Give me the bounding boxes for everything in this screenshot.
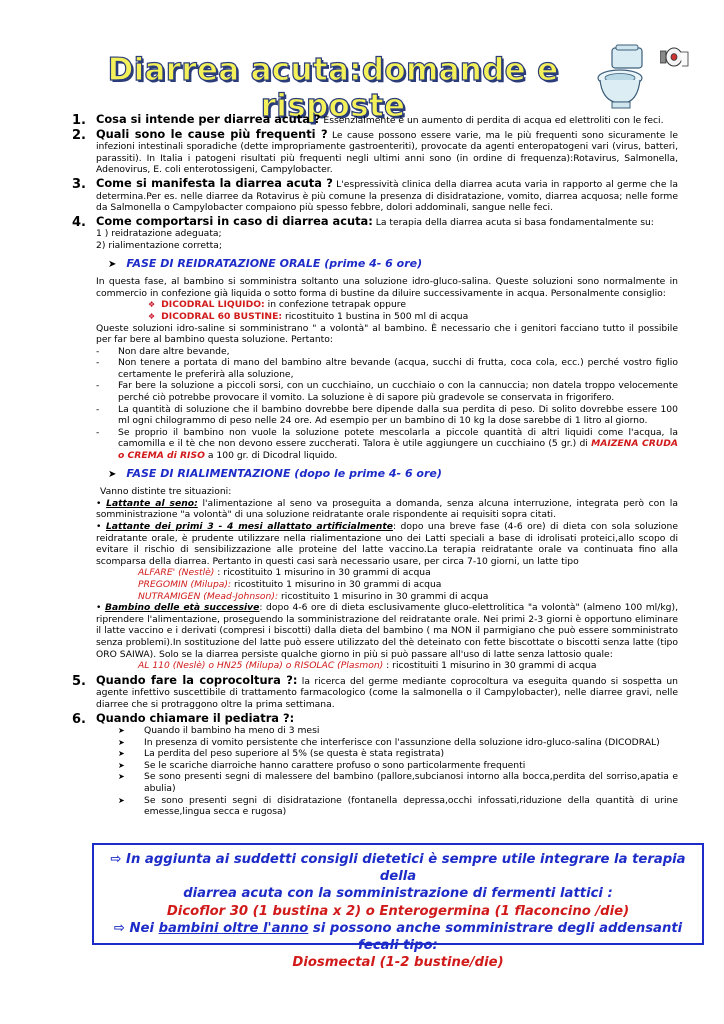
list-item-text: Se le scariche diarroiche hanno carattere profuso o sono particolarmente frequenti: [144, 759, 526, 771]
list-item-text: Se sono presenti segni di disidratazione (fontanella depressa,occhi infossati,riduzione della quantità di urine emesse,lingua secca e rugosa): [144, 794, 678, 818]
question-text: Cosa si intende per diarrea acuta ?: [96, 112, 321, 126]
list-item: 2) rialimentazione corretta;: [96, 239, 222, 251]
phase-heading-rialimentazione: [108, 468, 678, 481]
milk-item: [138, 660, 678, 672]
phase-paragraph: Queste soluzioni idro-saline si somministrano " a volontà" al bambino. È necessario che i genitori facciano tutto il possibile per far bere al bambino questa soluzione. Pertanto:: [96, 322, 678, 346]
question-text: Come si manifesta la diarrea acuta ?: [96, 175, 333, 190]
situation-item: • Bambino delle età successive: dopo 4-6 ore di dieta esclusivamente gluco-elettrolitica "a volontà" (almeno 100 ml/kg), riprendere l'alimentazione, proseguendo la somministrazione del reidratante orale. Nei primi 2-3 giorni è opportuno eliminare il latte vaccino e i derivati (compresi i biscotti) dalla dieta del bambino ( ma NON il parmigiano che può essere somministrato senza problemi).In sostituzione del latte può essere utilizzato del thè deteinato con fette biscottate o biscotti senza latte (tipo ORO SAIWA). Solo se la diarrea persiste qualche giorno in più si può passare all'uso di latte senza lattosio quale:: [96, 602, 678, 660]
arrow-bullet-icon: ➤: [118, 737, 125, 747]
situation-text: : dopo una breve fase (4-6 ore) di dieta con sola soluzione reidratante orale, è prudente utilizzare nella rialimentazione uno dei Latti speciali a base di idrolisati proteici,allo scopo di evitare il rischio di sensibilizzazione alle proteine del latte vaccino.La terapia reidratante orale va continuata fino alla scomparsa della diarrea. Pertanto in questi casi sarà necessario usare, per circa 7-10 giorni, un latte tipo: [96, 521, 678, 567]
list-item: - Far bere la soluzione a piccoli sorsi, con un cucchiaino, un cucchiaio o con la cannuccia; non datela troppo velocemente perché ciò potrebbe provocare il vomito. La soluzione è di sapore più gradevole se conservata in frigorifero.: [96, 380, 678, 403]
product-name: Dicoflor 30: [166, 903, 249, 919]
advice-line: [94, 851, 702, 885]
list-item-text: Quando il bambino ha meno di 3 mesi: [144, 725, 320, 737]
list-item: 1 ) reidratazione adeguata;: [96, 228, 222, 240]
milk-name: ALFARE' (Nestlè): [138, 567, 215, 579]
product-item: [148, 299, 678, 311]
milk-name: NUTRAMIGEN (Mead-Johnson):: [138, 590, 279, 602]
milk-item: [138, 591, 678, 603]
question-3: [58, 175, 678, 214]
advice-line-text: In aggiunta ai suddetti consigli dietetici è sempre utile integrare la terapia della: [126, 852, 686, 885]
advice-line-text: si possono anche somministrare degli addensanti fecali tipo:: [308, 920, 683, 954]
question-number: 5.: [72, 673, 86, 689]
list-item: [108, 737, 678, 749]
heading-text: FASE DI RIALIMENTAZIONE (dopo le prime 4- 6 ore): [126, 466, 442, 480]
advice-line: [94, 903, 702, 920]
question-text: Quali sono le cause più frequenti ?: [96, 126, 328, 141]
list-item-text: La perdita del peso superiore al 5% (se questa è stata registrata): [144, 748, 445, 760]
question-number: 4.: [72, 214, 86, 230]
situation-item: • Lattante dei primi 3 - 4 mesi allattato artificialmente: dopo una breve fase (4-6 ore) di dieta con sola soluzione reidratante orale, è prudente utilizzare nella rialimentazione uno dei Latti speciali a base di idrolisati proteici,allo scopo di evitare il rischio di sensibilizzazione alle proteine del latte vaccino.La terapia reidratante orale va continuata fino alla scomparsa della diarrea. Pertanto in questi casi sarà necessario usare, per circa 7-10 giorni, un latte tipo: [96, 521, 678, 567]
situation-label: Lattante al seno:: [106, 497, 198, 509]
question-number: 6.: [72, 711, 86, 727]
question-4: [58, 213, 678, 252]
product-name: Diosmectal: [292, 955, 375, 971]
product-text: ricostituito 1 bustina in 500 ml di acqua: [282, 310, 469, 322]
toilet-paper-icon: [660, 46, 690, 68]
question-5: [58, 672, 678, 711]
advice-line: [94, 920, 702, 954]
milk-text: : ricostituito 1 misurino in 30 grammi di acqua: [214, 567, 431, 579]
arrow-bullet-icon: ➤: [118, 749, 125, 759]
document-body: [58, 112, 678, 818]
question-text: Quando fare la coprocoltura ?:: [96, 672, 298, 687]
product-name: Enterogermina: [379, 903, 491, 919]
heading-text: FASE DI REIDRATAZIONE ORALE (prime 4- 6 ore): [126, 256, 423, 270]
situation-label: Lattante dei primi 3 - 4 mesi allattato artificialmente: [105, 521, 393, 532]
milk-name: AL 110 (Neslè) o HN25 (Milupa) o RISOLAC (Plasmon): [138, 660, 384, 672]
arrow-bullet-icon: ➤: [118, 760, 125, 770]
list-item-text: In presenza di vomito persistente che interferisce con l'assunzione della soluzione idro-gluco-salina (DICODRAL): [144, 736, 660, 748]
phase-heading-reidratazione: [108, 258, 678, 271]
advice-box: [92, 843, 704, 971]
list-item: - La quantità di soluzione che il bambino dovrebbe bere dipende dalla sua perdita di peso. Di solito dovrebbe essere 100 ml ogni chilogrammo di peso nelle 24 ore. Ad esempio per un bambino di 10 kg la dose sarebbe di 1 litro al giorno.: [96, 404, 678, 427]
list-item-text: Se sono presenti segni di malessere del bambino (pallore,subcianosi intorno alla bocca,perdita del sorriso,apatia e abulia): [144, 771, 678, 795]
page-title: Diarrea acuta:domande e risposte: [107, 52, 559, 124]
diamond-bullet-icon: ❖: [148, 311, 156, 321]
list-item: [108, 725, 678, 737]
advice-line-text: Nei: [124, 920, 159, 936]
diamond-bullet-icon: ❖: [148, 300, 156, 310]
milk-name: PREGOMIN (Milupa):: [138, 578, 232, 590]
milk-text: : ricostituiti 1 misurino in 30 grammi di acqua: [383, 660, 597, 672]
milk-text: ricostituito 1 misurino in 30 grammi di acqua: [278, 590, 489, 602]
answer-text: L'espressività clinica della diarrea acuta varia in rapporto al germe che la determina.Per es. nelle diarree da Rotavirus è più comune la presenza di disidratazione, vomito, diarrea acquosa; nelle forme da Salmonella o Campylobacter compaiono più spesso febbre, dolori addominali, sangue nelle feci.: [96, 178, 678, 214]
arrow-bullet-icon: ➤: [118, 795, 125, 805]
list-item: [96, 427, 678, 462]
question-text: Come comportarsi in caso di diarrea acuta:: [96, 213, 373, 228]
highlight-text: MAIZENA CRUDA o CREMA di RISO: [118, 438, 678, 462]
question-number: 1.: [72, 113, 86, 128]
phase-intro: Vanno distinte tre situazioni:: [100, 486, 232, 498]
arrow-right-icon: ⇨: [113, 920, 125, 936]
question-number: 2.: [72, 127, 86, 143]
advice-line-text: (1 bustina x 2) o: [248, 903, 380, 919]
list-item: [108, 771, 678, 794]
product-text: in confezione tetrapak oppure: [264, 299, 407, 311]
list-item-text: a 100 gr. di Dicodral liquido.: [204, 450, 338, 462]
advice-text: [94, 851, 702, 971]
product-name: DICODRAL LIQUIDO:: [161, 299, 265, 311]
situation-label: Bambino delle età successive: [104, 602, 260, 614]
product-name: DICODRAL 60 BUSTINE:: [161, 310, 283, 322]
list-item-text: Se proprio il bambino non vuole la soluzione potete mescolarla a piccole quantità di altri liquidi come l'acqua, la camomilla e il tè che non devono essere zuccherati. Talora è utile aggiungere un cucchiaino (5 gr.) di: [118, 426, 678, 450]
arrow-bullet-icon: ➤: [108, 468, 117, 480]
advice-line: [94, 954, 702, 971]
milk-text: ricostituito 1 misurino in 30 grammi di acqua: [231, 578, 442, 590]
answer-text: La terapia della diarrea acuta si basa fondamentalmente su:: [372, 216, 654, 228]
situation-item: • Lattante al seno: l'alimentazione al seno va proseguita a domanda, senza alcuna interruzione, integrata però con la somministrazione "a volontà" di una soluzione reidratante orale rispondente ai requisiti sopra citati.: [96, 497, 678, 521]
milk-item: [138, 567, 678, 579]
situation-text: : dopo 4-6 ore di dieta esclusivamente gluco-elettrolitica "a volontà" (almeno 100 ml/kg), riprendere l'alimentazione, proseguendo la somministrazione del reidratante orale. Nei primi 2-3 giorni è opportuno eliminare il latte vaccino e i derivati (compresi i biscotti) dalla dieta del bambino ( ma NON il parmigiano che può essere somministrato senza problemi).In sostituzione del latte può essere utilizzato del thè deteinato con fette biscottate o biscotti senza latte (tipo ORO SAIWA). Solo se la diarrea persiste qualche giorno in più si può passare all'uso di latte senza lattosio quale:: [96, 602, 678, 660]
answer-text: Le cause possono essere varie, ma le più frequenti sono sicuramente le infezioni intestinali sporadiche (dette impropriamente gastroenteriti), provocate da agenti enteropatogeni vari (virus, batteri, parassiti). In Italia i patogeni risultati più frequenti negli ultimi anni sono (in ordine di frequenza):Rotavirus, Salmonella, Adenovirus, E. coli enterotossigeni, Campylobacter.: [96, 129, 678, 176]
question-6: [58, 710, 678, 727]
question-number: 3.: [72, 176, 86, 192]
milk-item: [138, 579, 678, 591]
advice-line: diarrea acuta con la somministrazione di fermenti lattici :: [183, 886, 613, 902]
question-text: Quando chiamare il pediatra ?:: [96, 710, 295, 725]
advice-line-text: (1-2 bustine/die): [374, 955, 504, 971]
question-2: [58, 126, 678, 176]
arrow-bullet-icon: ➤: [108, 258, 117, 270]
answer-text: Essenzialmente è un aumento di perdita di acqua ed elettroliti con le feci.: [320, 115, 664, 126]
advice-line-text: bambini oltre l'anno: [158, 920, 309, 936]
arrow-bullet-icon: ➤: [118, 772, 125, 782]
list-item: - Non tenere a portata di mano del bambino altre bevande (acqua, succhi di frutta, coca cola, ecc.) perché vostro figlio certamente le preferirà alla soluzione,: [96, 357, 678, 380]
arrow-bullet-icon: ➤: [118, 726, 125, 736]
phase-intro: In questa fase, al bambino si somministra soltanto una soluzione idro-gluco-salina. Queste soluzioni sono normalmente in commercio in confezione già liquida o sotto forma di bustine da diluire successivamente in acqua. Personalmente consiglio:: [96, 276, 678, 299]
list-item: [108, 795, 678, 818]
situation-text: l'alimentazione al seno va proseguita a domanda, senza alcuna interruzione, integrata però con la somministrazione "a volontà" di una soluzione reidratante orale rispondente ai requisiti sopra citati.: [96, 497, 678, 521]
toilet-icon: [594, 44, 650, 110]
answer-text: la ricerca del germe mediante coprocoltura va eseguita quando si sospetta un agente infettivo suscettibile di trattamento farmacologico (come la salmonella o il Campylobacter), nelle diarree gravi, nelle diarree che si protraggono oltre la prima settimana.: [96, 675, 678, 710]
list-item: [108, 748, 678, 760]
arrow-right-icon: ⇨: [110, 852, 122, 867]
list-item: - Non dare altre bevande,: [96, 346, 678, 358]
product-item: [148, 311, 678, 323]
list-item: [108, 760, 678, 772]
advice-line-text: (1 flaconcino /die): [490, 903, 630, 919]
question-1: [58, 114, 678, 127]
